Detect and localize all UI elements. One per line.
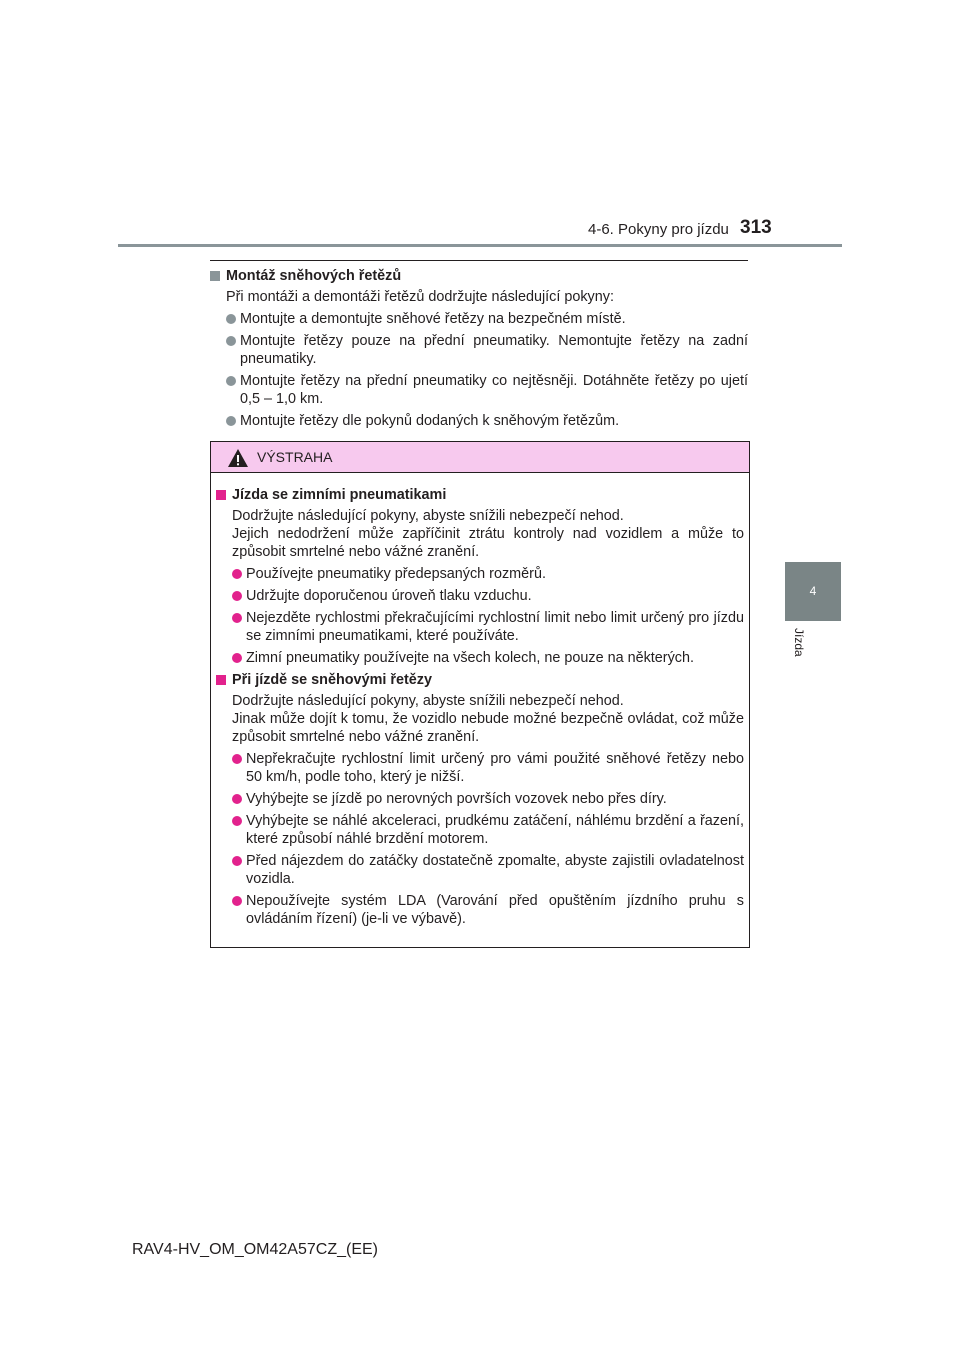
circle-bullet-icon	[232, 653, 242, 663]
list-item-text: Montujte řetězy pouze na přední pneumatiky. Nemontujte řetězy na zadní pneumatiky.	[240, 333, 748, 367]
list-item-text: Nepoužívejte systém LDA (Varování před opuštěním jízdního pruhu s ovládáním řízení) (je-li ve výbavě).	[246, 893, 744, 927]
snow-chains-section	[210, 267, 748, 430]
section-title	[210, 267, 748, 285]
circle-bullet-icon	[232, 754, 242, 764]
circle-bullet-icon	[232, 613, 242, 623]
chapter-label	[790, 628, 812, 668]
warning-section-winter-tyres	[216, 486, 744, 667]
warning-header	[211, 442, 749, 473]
circle-bullet-icon	[232, 896, 242, 906]
warning-box	[210, 441, 750, 948]
page-number: 313	[740, 217, 772, 238]
list-item	[210, 310, 748, 328]
document-code: RAV4-HV_OM_OM42A57CZ_(EE)	[132, 1241, 378, 1258]
circle-bullet-icon	[232, 591, 242, 601]
list-item	[216, 750, 744, 786]
list-item-text: Vyhýbejte se jízdě po nerovných površích vozovek nebo přes díry.	[246, 791, 667, 807]
list-item-text: Vyhýbejte se náhlé akceleraci, prudkému zatáčení, náhlému brzdění a řazení, které způsobí náhlé brzdění motorem.	[246, 813, 744, 847]
list-item	[216, 587, 744, 605]
square-bullet-icon	[216, 490, 226, 500]
list-item-text: Nejezděte rychlostmi překračujícími rychlostní limit nebo limit určený pro jízdu se zimními pneumatikami, které používáte.	[246, 610, 744, 644]
chapter-tab	[785, 562, 841, 621]
list-item	[216, 852, 744, 888]
warning-section-title-text: Jízda se zimními pneumatikami	[232, 487, 447, 503]
chapter-label-text: Jízda	[792, 628, 806, 657]
square-bullet-icon	[216, 675, 226, 685]
list-item	[216, 649, 744, 667]
circle-bullet-icon	[226, 336, 236, 346]
list-item-text: Montujte řetězy dle pokynů dodaných k sněhovým řetězům.	[240, 413, 620, 429]
section-intro: Při montáži a demontáži řetězů dodržujte následující pokyny:	[226, 289, 614, 305]
square-bullet-icon	[210, 271, 220, 281]
warning-section-title	[216, 671, 744, 689]
warning-section-title	[216, 486, 744, 504]
warning-section-intro: Dodržujte následující pokyny, abyste snížili nebezpečí nehod. Jinak může dojít k tomu, že vozidlo nebude možné bezpečně ovládat, což může způsobit smrtelné nebo vážné zranění.	[232, 693, 744, 745]
list-item	[216, 609, 744, 645]
list-item	[216, 565, 744, 583]
circle-bullet-icon	[232, 794, 242, 804]
list-item	[210, 372, 748, 408]
warning-section-intro: Dodržujte následující pokyny, abyste snížili nebezpečí nehod. Jejich nedodržení může zapříčinit ztrátu kontroly nad vozidlem a může to způsobit smrtelné nebo vážné zranění.	[232, 508, 744, 560]
warning-title: VÝSTRAHA	[257, 449, 333, 465]
circle-bullet-icon	[232, 816, 242, 826]
circle-bullet-icon	[226, 314, 236, 324]
warning-section-snow-chains	[216, 671, 744, 928]
list-item	[216, 790, 744, 808]
section-bullet-list	[210, 310, 748, 430]
circle-bullet-icon	[232, 569, 242, 579]
list-item-text: Udržujte doporučenou úroveň tlaku vzduchu.	[246, 588, 532, 604]
circle-bullet-icon	[232, 856, 242, 866]
list-item-text: Nepřekračujte rychlostní limit určený pro vámi použité sněhové řetězy nebo 50 km/h, podle toho, který je nižší.	[246, 751, 744, 785]
list-item-text: Montujte a demontujte sněhové řetězy na bezpečném místě.	[240, 311, 626, 327]
circle-bullet-icon	[226, 416, 236, 426]
list-item	[216, 812, 744, 848]
list-item-text: Zimní pneumatiky používejte na všech kolech, ne pouze na některých.	[246, 650, 694, 666]
list-item-text: Používejte pneumatiky předepsaných rozměrů.	[246, 566, 546, 582]
warning-triangle-icon	[227, 448, 249, 468]
list-item-text: Před nájezdem do zatáčky dostatečně zpomalte, abyste zajistili ovladatelnost vozidla.	[246, 853, 744, 887]
header-rule	[118, 244, 842, 247]
list-item	[210, 412, 748, 430]
warning-section-title-text: Při jízdě se sněhovými řetězy	[232, 672, 432, 688]
warning-body	[216, 486, 744, 932]
header-section-title: 4-6. Pokyny pro jízdu	[588, 221, 729, 238]
chapter-number: 4	[809, 584, 817, 598]
list-item	[210, 332, 748, 368]
content-rule	[210, 260, 748, 261]
circle-bullet-icon	[226, 376, 236, 386]
list-item	[216, 892, 744, 928]
section-title-text: Montáž sněhových řetězů	[226, 268, 402, 284]
list-item-text: Montujte řetězy na přední pneumatiky co nejtěsněji. Dotáhněte řetězy po ujetí 0,5 – 1,0 km.	[240, 373, 748, 407]
